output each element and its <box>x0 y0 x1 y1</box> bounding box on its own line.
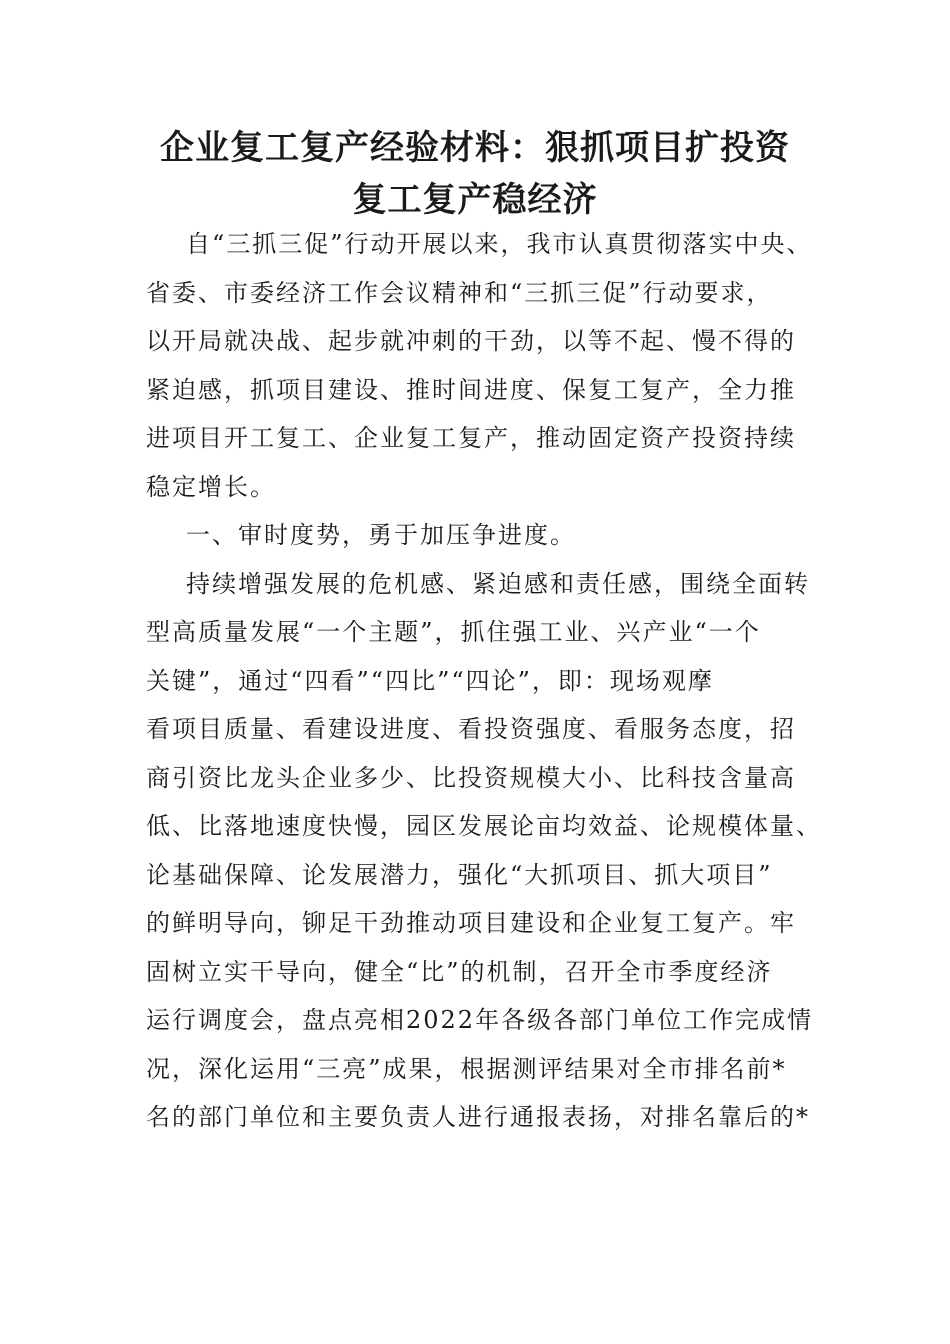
paragraph-line: 运行调度会，盘点亮相2022年各级各部门单位工作完成情 <box>146 1006 814 1034</box>
paragraph-line: 固树立实干导向，健全“比”的机制，召开全市季度经济 <box>146 958 773 986</box>
paragraph-line: 低、比落地速度快慢，园区发展论亩均效益、论规模体量、 <box>146 812 822 840</box>
section-heading: 一、审时度势，勇于加压争进度。 <box>186 521 576 549</box>
paragraph-line: 紧迫感，抓项目建设、推时间进度、保复工复产，全力推 <box>146 376 796 404</box>
paragraph-line: 省委、市委经济工作会议精神和“三抓三促”行动要求， <box>146 279 773 307</box>
paragraph-line: 看项目质量、看建设进度、看投资强度、看服务态度，招 <box>146 715 796 743</box>
document-title-line-1: 企业复工复产经验材料：狠抓项目扩投资 <box>160 128 790 168</box>
paragraph-line: 型高质量发展“一个主题”，抓住强工业、兴产业“一个 <box>146 618 761 646</box>
document-title-line-2: 复工复产稳经济 <box>352 180 598 220</box>
paragraph-line: 论基础保障、论发展潜力，强化“大抓项目、抓大项目” <box>146 861 773 889</box>
paragraph-line: 的鲜明导向，铆足干劲推动项目建设和企业复工复产。牢 <box>146 909 796 937</box>
paragraph-line: 关键”，通过“四看”“四比”“四论”，即：现场观摩 <box>146 667 714 695</box>
paragraph-line: 自“三抓三促”行动开展以来，我市认真贯彻落实中央、 <box>186 230 813 258</box>
paragraph-line: 商引资比龙头企业多少、比投资规模大小、比科技含量高 <box>146 764 796 792</box>
paragraph-line: 进项目开工复工、企业复工复产，推动固定资产投资持续 <box>146 424 796 452</box>
paragraph-line: 以开局就决战、起步就冲刺的干劲，以等不起、慢不得的 <box>146 327 796 355</box>
paragraph-line: 名的部门单位和主要负责人进行通报表扬，对排名靠后的* <box>146 1103 810 1131</box>
paragraph-line: 稳定增长。 <box>146 473 276 501</box>
paragraph-line: 况，深化运用“三亮”成果，根据测评结果对全市排名前* <box>146 1055 787 1083</box>
paragraph-line: 持续增强发展的危机感、紧迫感和责任感，围绕全面转 <box>186 570 810 598</box>
